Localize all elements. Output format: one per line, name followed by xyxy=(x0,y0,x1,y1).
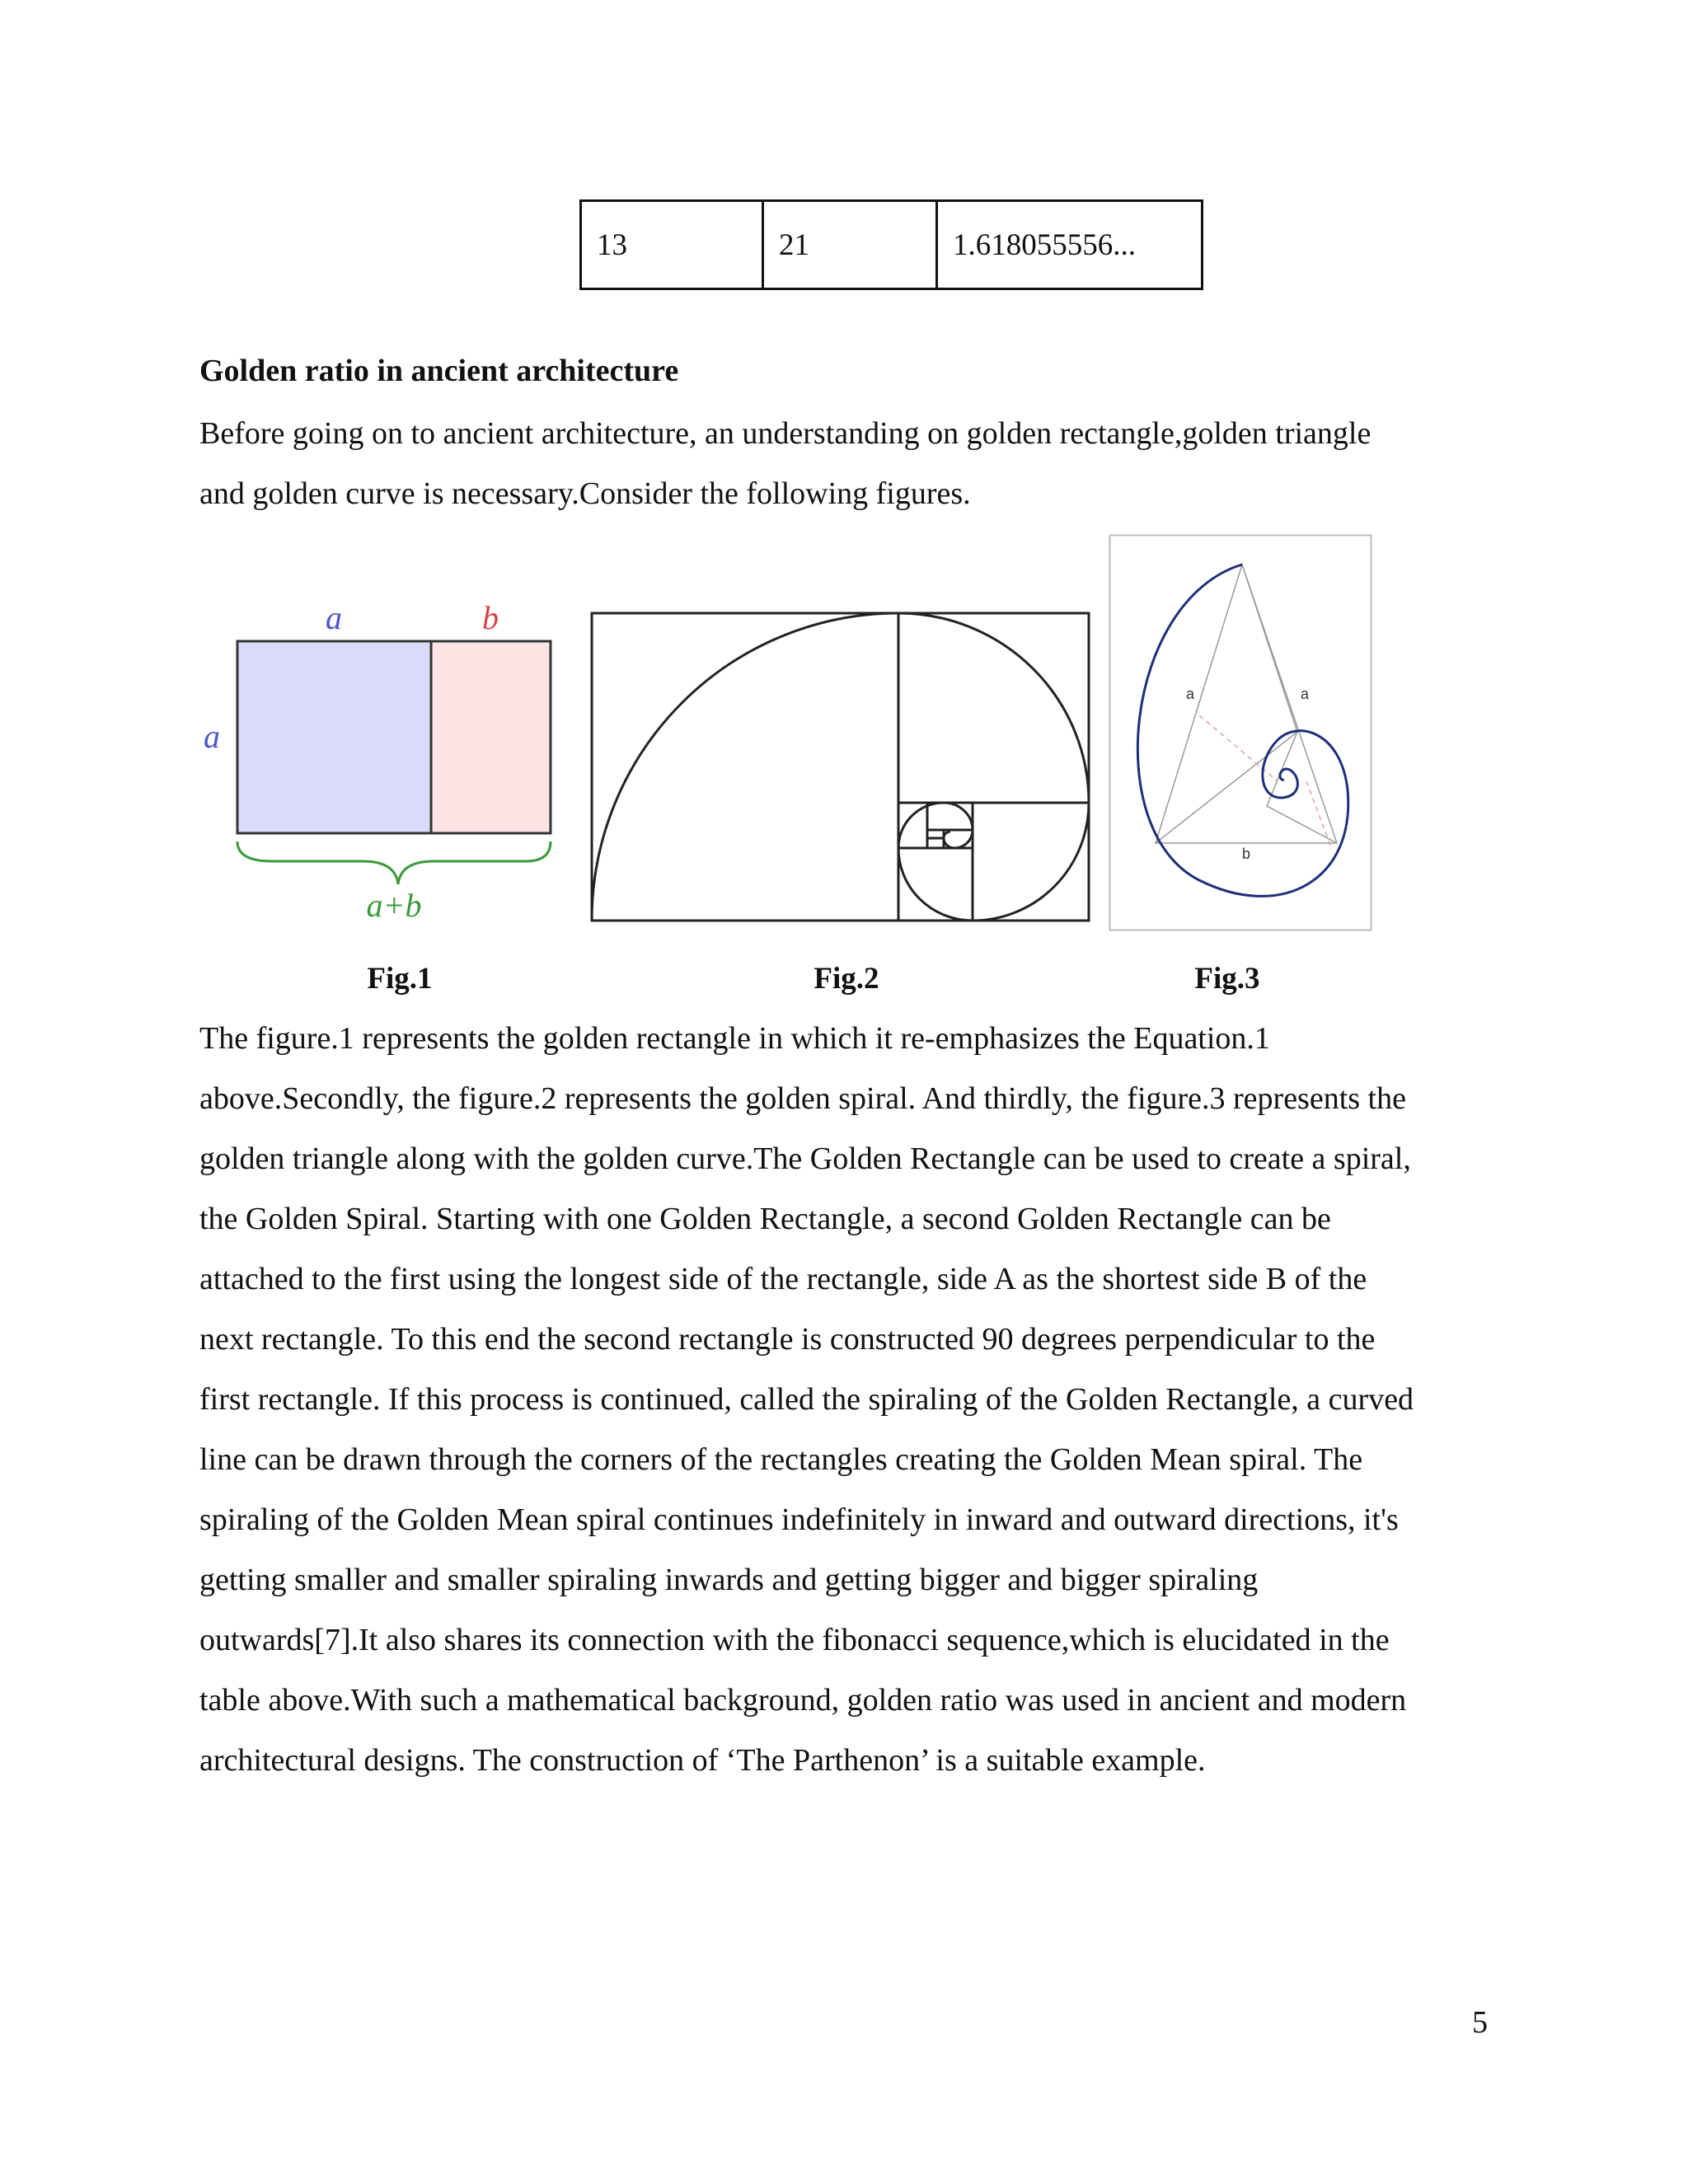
text-line: above.Secondly, the figure.2 represents the golden spiral. And thirdly, the figure.3 represents the xyxy=(199,1081,1406,1116)
table-cell: 13 xyxy=(581,201,763,289)
golden-rectangle-figure xyxy=(198,589,560,927)
label-left-a: a xyxy=(1186,686,1195,702)
rectangle-b xyxy=(431,641,551,833)
text-line: golden triangle along with the golden curve.The Golden Rectangle can be used to create a spiral, xyxy=(199,1141,1411,1176)
figure-caption-2: Fig.2 xyxy=(814,962,879,996)
text-line: The figure.1 represents the golden rectangle in which it re-emphasizes the Equation.1 xyxy=(199,1021,1270,1056)
label-top-a: a xyxy=(326,599,342,636)
text-line: line can be drawn through the corners of the rectangles creating the Golden Mean spiral. The xyxy=(199,1442,1363,1477)
spiral-curve xyxy=(592,613,1089,921)
outer-rectangle xyxy=(592,613,1089,921)
text-line: the Golden Spiral. Starting with one Golden Rectangle, a second Golden Rectangle can be xyxy=(199,1202,1331,1236)
golden-spiral-figure xyxy=(589,607,1092,925)
golden-triangle-figure xyxy=(1109,534,1372,931)
text-line: and golden curve is necessary.Consider the following figures. xyxy=(199,476,971,511)
fibonacci-ratio-table xyxy=(579,199,1203,290)
text-line: architectural designs. The construction of ‘The Parthenon’ is a suitable example. xyxy=(199,1743,1206,1778)
text-line: outwards[7].It also shares its connection with the fibonacci sequence,which is elucidated in the xyxy=(199,1623,1390,1657)
square-a xyxy=(237,641,431,833)
label-right-a: a xyxy=(1301,686,1310,702)
table-cell: 21 xyxy=(763,201,937,289)
page-number: 5 xyxy=(1472,2005,1488,2040)
brace-curve xyxy=(237,841,551,884)
text-line: attached to the first using the longest side of the rectangle, side A as the shortest side B of the xyxy=(199,1262,1367,1296)
label-left-a: a xyxy=(204,718,220,755)
figure-frame xyxy=(1110,536,1372,930)
table-row xyxy=(581,201,1203,289)
label-b: b xyxy=(1242,846,1251,862)
text-line: next rectangle. To this end the second rectangle is constructed 90 degrees perpendicular to the xyxy=(199,1322,1376,1357)
text-line: getting smaller and smaller spiraling inwards and getting bigger and bigger spiraling xyxy=(199,1563,1259,1597)
table-cell: 1.618055556... xyxy=(937,201,1203,289)
figure-caption-1: Fig.1 xyxy=(367,962,433,996)
body-paragraph xyxy=(199,1009,1510,1791)
text-line: table above.With such a mathematical background, golden ratio was used in ancient and modern xyxy=(199,1683,1407,1718)
label-a-plus-b: a+b xyxy=(366,887,422,924)
intro-paragraph xyxy=(199,404,1510,524)
label-top-b: b xyxy=(482,599,499,636)
text-line: Before going on to ancient architecture, an understanding on golden rectangle,golden triangle xyxy=(199,416,1372,451)
figure-caption-3: Fig.3 xyxy=(1194,962,1260,996)
text-line: first rectangle. If this process is continued, called the spiraling of the Golden Rectangle, a curved xyxy=(199,1382,1414,1417)
text-line: spiraling of the Golden Mean spiral continues indefinitely in inward and outward directions, it's xyxy=(199,1502,1399,1537)
section-heading: Golden ratio in ancient architecture xyxy=(199,354,679,388)
